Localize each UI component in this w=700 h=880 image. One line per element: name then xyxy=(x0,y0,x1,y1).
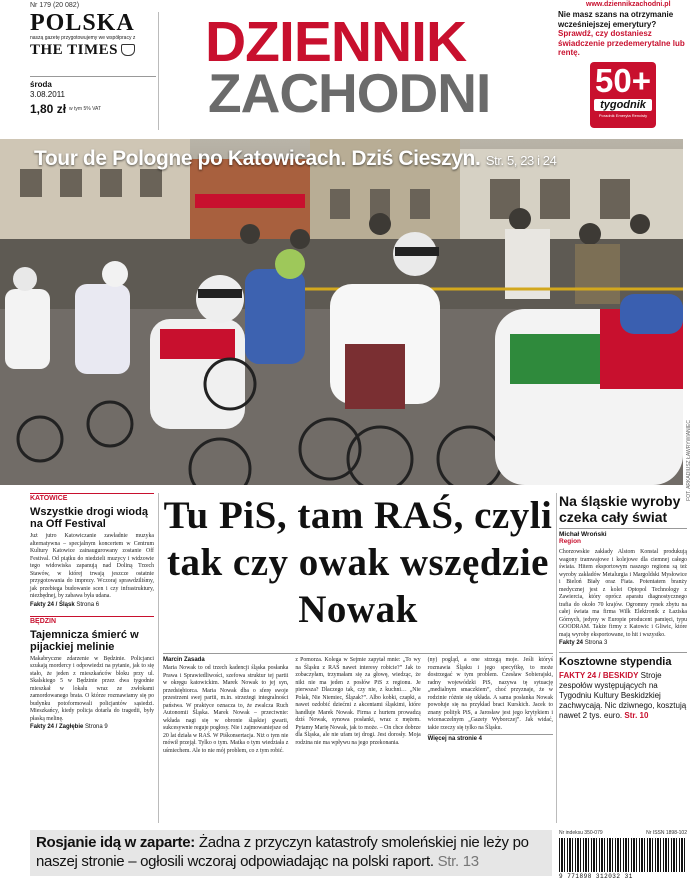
article-column-3 xyxy=(428,657,553,755)
right-story-page-ref xyxy=(559,640,687,646)
tygodnik-50-badge xyxy=(590,62,656,128)
polska-logo: POLSKA xyxy=(30,10,135,36)
the-times-label: THE TIMES xyxy=(30,42,119,58)
left-briefs-column xyxy=(30,493,154,730)
article-continued: Więcej na stronie 4 xyxy=(428,734,553,742)
hero-photo xyxy=(0,139,683,485)
times-crest-icon xyxy=(121,44,135,56)
photo-credit: FOT. ARKADIUSZ ŁAWRYWIANIEC xyxy=(686,420,692,501)
article-column-1 xyxy=(163,657,288,755)
bottom-lead: Rosjanie idą w zaparte: xyxy=(36,834,195,851)
stypendia-page: Str. 10 xyxy=(624,711,649,720)
index-number: Nr indeksu 350-079 xyxy=(559,830,603,836)
article-text-2: z Pomorza. Kolega w Sejmie zapytał mnie: „To wy na Śląsku z RAŚ nawet interesy robicie?” Jak to zobaczyłam, trzymałam się za głowę, wiedząc, że nikt nie ma jeden z posłów PiS z regionu. Je pierwsza? Dlaczego tak, czy nie, z kuchni… „Nie Polak, Nie Niemiec, Ślązak?”. Albo kobki, czapki, a nawet ozdobić dziećmi z akcentami śląskimi, które handluje Marek Nowak. Firma z hurtem prowadzą dziś Nowak, synowa posłanki, wraz z mężem. Pytamy Marię Nowak, jak to może. – On chce dobrze dla Śląska, ale nie ufam tej drogi. Jest dorosły. Moja rodzina nie ma wpływu na jego przekonania. xyxy=(295,657,421,746)
date-block xyxy=(30,80,101,116)
brief-title: Tajemnicza śmierć w pijackiej melinie xyxy=(30,628,139,653)
brief-title: Wszystkie drogi wiodą na Off Festival xyxy=(30,506,148,530)
barcode-digits: 9 771898 312032 31 xyxy=(559,873,633,880)
newspaper-title-line1: DZIENNIK xyxy=(205,10,467,74)
stypendia-text: Stroje zespołów występujących na Tygodniu Kultury Beskidzkiej zachwycają. Nic dziwnego, kosztują nawet 2 tys. euro. xyxy=(559,671,687,720)
price-vat: w tym 5% VAT xyxy=(69,105,102,112)
bottom-page-ref: Str. 13 xyxy=(437,853,479,870)
hero-headline xyxy=(34,147,556,171)
issn-number: Nr ISSN 1898-102 xyxy=(646,830,687,836)
polska-logo-block xyxy=(30,12,155,58)
polska-subtitle: naszą gazetę przygotowujemy we współpracy z xyxy=(30,35,136,41)
right-column xyxy=(559,493,687,721)
brief-body: Już jutro Katowiczanie zawładnie muzyka alternatywna – specjalnym koncertem w Centrum Kultury Katowice zainaugurowany zostanie Off Festival. Od piątku do niedzieli muzycy i widzowie tego widowiska zapanują nad Doliną Trzech Stawów, w której trwają jeszcze ostatnie przygotowania do imprezy. Wczoraj sprawdziliśmy, jak przebiega budowanie scen i czy infrastruktury, niezbędnej, by zabawa była udana. xyxy=(30,533,154,599)
brief-ref-section: Fakty 24 / Śląsk xyxy=(30,601,75,608)
website-url: www.dziennikzachodni.pl xyxy=(586,1,671,8)
brief-bedzin xyxy=(30,616,154,731)
article-rule xyxy=(163,653,553,654)
section-tag: BĘDZIN xyxy=(30,616,154,625)
right-story-body: Chorzowskie zakłady Alstom Konstal produkują wagony tramwajowe i kolejowe dla ciemnej całego świata. Hitem eksportowym naszego regionu są też wyroby zakładów Metalurgia i Margoldski Mysłowice i Bieloń Biały oraz Fiata. Potentatem branży medycznej jest z kolei Optopol Technology z Zawiercia, który oprócz aparatu diagnostycznego trafia do około 70 krajów. Ogromny rynek zbytu na całej świata ma firma Wilk Elektronik z Łaziska Górnych, jedyny w Europie producent pamięci, typu GOODRAM. Także firmy z Katowic i Gliwic, które mają wyroby eksportowane, to hit i wszystko. xyxy=(559,549,687,638)
main-headline: Tu PiS, tam RAŚ, czyli tak czy owak wszędzie Nowak xyxy=(163,494,553,631)
column-rule-right xyxy=(556,493,557,823)
issue-number: Nr 179 (20 082) xyxy=(30,2,80,9)
badge-subtitle: Poradnik Emeryta Rencisty xyxy=(598,113,648,118)
article-text-1: Maria Nowak to od trzech kadencji śląska posłanka Prawa i Sprawiedliwości, szefowa struktur tej partii w okręgu katowickim. Marek Nowak to jej syn, przedsiębiorca. Maria Nowak dba o sferę swoje przestrzeni swej partii, m.in. strzeżegi integralności państwa. W praktyce oznacza to, że zwalcza Ruch Autonomii Śląska. Marek Nowak – przeciwnie: wkłada nagi się w obronie śląskiej gwarii, sukcesywnie reguje pogłosy. Nie i zajmowaniejsze od 20 lat działa w RAŚ. W Piśkonsertacja. Niż o tym nie mówił przejął. Tylko o tym. Matka o tym wiedziała z uśmiechem. Ale to nie mój problem, co z tym robić. xyxy=(163,665,289,754)
promo-answer: Sprawdź, czy dostaniesz świadczenie przedemerytalne lub rentę. xyxy=(558,29,685,57)
newspaper-title-line2: ZACHODNI xyxy=(208,62,491,124)
barcode-block xyxy=(559,830,687,878)
weekday: środa xyxy=(30,80,52,89)
badge-number: 50+ xyxy=(595,62,651,99)
article-text-3: (ny) pogląd, a one strzegą moje. Jeśli któryś rozmawia Śląsku i jego specyfikę, to może dostrzegać w tym problem. Czesław Sobierajski, radny wojewódzki PiS, nazywa tę sytuację „medialnym smaczkiem”, choć przyznaje, że w rodzinie różnie się układa. A sama posłanka Nowak powołuje się na przykład braci Kurskich. Jacek to znany polityk PiS, a Jarosław jest jego krytykiem i wicenaczelnym „Gazety Wyborczej”. Jak widać, takie rzeczy się tylko na Śląsku. xyxy=(427,657,553,731)
masthead-vertical-rule xyxy=(158,12,159,130)
article-author: Marcin Zasada xyxy=(163,657,205,663)
issue-date: 3.08.2011 xyxy=(30,90,65,99)
right-story-author: Michał Wroński xyxy=(559,528,687,538)
cyclists-illustration xyxy=(0,139,683,485)
promo-question: Nie masz szans na otrzymanie wcześniejszej emerytury? xyxy=(558,10,674,29)
barcode-info xyxy=(559,830,687,836)
stypendia-tag: FAKTY 24 / BESKIDY xyxy=(559,671,639,680)
brief-ref-section: Fakty 24 / Zagłębie xyxy=(30,724,84,730)
bottom-text: Żadna z przyczyn katastrofy smoleńskiej nie leży po naszej stronie – ogłosili wczoraj odpowiadając na polski raport. xyxy=(36,834,529,870)
masthead-divider xyxy=(30,76,156,77)
stypendia-body xyxy=(559,671,687,721)
section-tag: KATOWICE xyxy=(30,493,154,502)
right-ref-section: Fakty 24 xyxy=(559,640,584,646)
brief-body: Makabryczne zdarzenie w Będzinie. Policjanci szukają mordercy i odpowiedzi na pytanie, jak to się stało, że jeden z mieszkańców bloku przy ul. Skalskiego 5 w Będzinie przez dwa tygodnie mieszkał w lokalu wraz ze zwłokami zamordowanego brata. O którze rozmawiamy się po budynku potoformowali policjantów sąsiedzi. Mieszkańcy, kiedy policja dotarła do tragedii, były płaską melinę. xyxy=(30,655,154,722)
masthead xyxy=(0,0,700,138)
brief-page-ref xyxy=(30,602,154,608)
hero-headline-text: Tour de Pologne po Katowicach. Dziś Cieszyn. xyxy=(34,147,481,170)
main-article xyxy=(163,657,553,755)
the-times-logo xyxy=(30,42,155,58)
brief-katowice xyxy=(30,493,154,608)
right-ref-page: Strona 3 xyxy=(584,640,608,646)
column-rule-left xyxy=(158,493,159,823)
right-story-region: Region xyxy=(559,538,582,545)
bottom-teaser xyxy=(30,830,552,876)
brief-ref-page: Strona 6 xyxy=(76,601,100,608)
price xyxy=(30,102,101,116)
barcode-icon xyxy=(559,838,687,872)
brief-page-ref xyxy=(30,724,154,730)
badge-name: tygodnik xyxy=(594,99,652,111)
promo-teaser xyxy=(558,10,688,58)
hero-page-ref: Str. 5, 23 i 24 xyxy=(485,153,557,168)
article-column-2 xyxy=(295,657,420,755)
brief-ref-page: Strona 9 xyxy=(85,724,108,730)
right-story-title: Na śląskie wyroby czeka cały świat xyxy=(559,493,681,525)
stypendia-title: Kosztowne stypendia xyxy=(559,652,687,668)
price-value: 1,80 zł xyxy=(30,102,67,116)
